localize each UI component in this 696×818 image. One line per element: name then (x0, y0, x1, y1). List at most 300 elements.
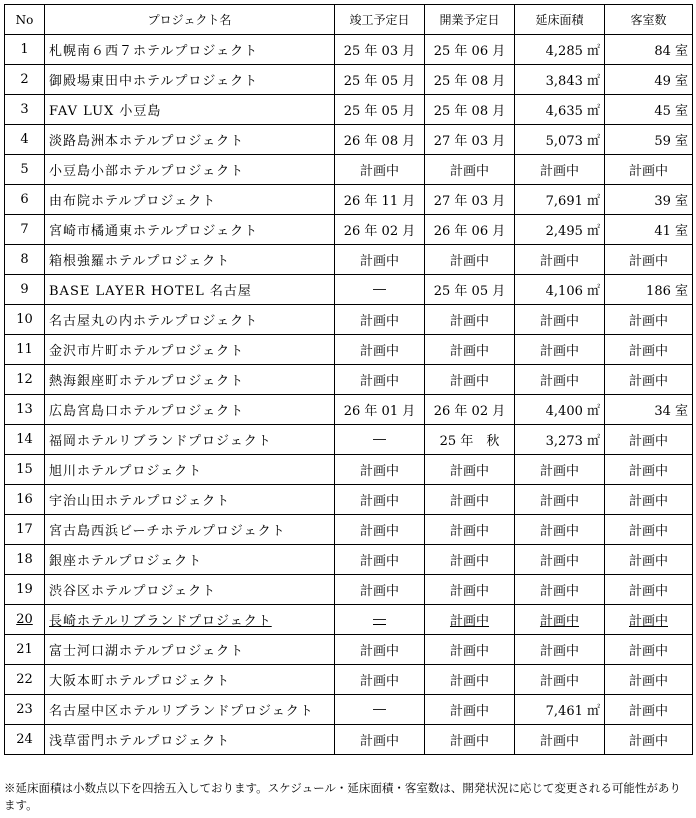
cell-opening-date (425, 35, 515, 65)
cell-project-name (45, 305, 335, 335)
cell-no-text: 11 (16, 342, 33, 357)
cell-project-name-text: 宇治山田ホテルプロジェクト (49, 494, 231, 509)
cell-rooms-text: 計画中 (628, 254, 668, 269)
cell-floor-area-text: 4,400 ㎡ (545, 404, 600, 419)
cell-floor-area-text: 計画中 (539, 494, 579, 509)
cell-no (5, 695, 45, 725)
cell-completion-date (335, 575, 425, 605)
cell-no-text: 1 (20, 42, 29, 57)
cell-no (5, 335, 45, 365)
cell-project-name (45, 185, 335, 215)
cell-project-name (45, 725, 335, 755)
cell-rooms (605, 395, 693, 425)
cell-floor-area (515, 275, 605, 305)
cell-opening-date-text: 計画中 (449, 644, 489, 659)
header-completion-date: 竣工予定日 (335, 5, 425, 35)
cell-project-name-text: BASE LAYER HOTEL 名古屋 (49, 284, 252, 299)
cell-no-text: 17 (16, 522, 33, 537)
cell-floor-area-text: 計画中 (539, 734, 579, 749)
cell-floor-area-text: 5,073 ㎡ (545, 134, 600, 149)
cell-opening-date-text: 25 年 08 月 (433, 104, 506, 119)
table-row (5, 725, 693, 755)
cell-rooms-text: 59 室 (654, 134, 688, 149)
cell-no (5, 485, 45, 515)
cell-opening-date-text: 27 年 03 月 (433, 134, 506, 149)
cell-rooms (605, 665, 693, 695)
cell-floor-area (515, 365, 605, 395)
cell-rooms (605, 275, 693, 305)
table-row (5, 215, 693, 245)
footnote: ※延床面積は小数点以下を四捨五入しております。スケジュール・延床面積・客室数は、開発状況に応じて変更される可能性があります。 (4, 781, 681, 812)
cell-opening-date (425, 575, 515, 605)
cell-floor-area-text: 4,285 ㎡ (545, 44, 600, 59)
cell-rooms-text: 計画中 (628, 494, 668, 509)
cell-floor-area (515, 635, 605, 665)
cell-no (5, 455, 45, 485)
cell-floor-area (515, 725, 605, 755)
header-no: No (5, 5, 45, 35)
cell-opening-date-text: 計画中 (449, 734, 489, 749)
cell-floor-area-text: 4,106 ㎡ (545, 284, 600, 299)
cell-floor-area (515, 35, 605, 65)
cell-no (5, 35, 45, 65)
cell-project-name-text: 金沢市片町ホテルプロジェクト (49, 344, 245, 359)
cell-opening-date (425, 65, 515, 95)
cell-rooms-text: 計画中 (628, 344, 668, 359)
cell-project-name-text: 小豆島小部ホテルプロジェクト (49, 164, 245, 179)
cell-completion-date (335, 215, 425, 245)
cell-rooms (605, 95, 693, 125)
cell-completion-date-text: 26 年 11 月 (343, 194, 416, 209)
cell-opening-date-text: 26 年 02 月 (433, 404, 506, 419)
cell-rooms (605, 65, 693, 95)
cell-project-name (45, 95, 335, 125)
cell-opening-date (425, 275, 515, 305)
cell-no (5, 125, 45, 155)
cell-floor-area (515, 185, 605, 215)
cell-floor-area (515, 425, 605, 455)
cell-rooms-text: 計画中 (628, 524, 668, 539)
cell-opening-date (425, 365, 515, 395)
cell-completion-date (335, 245, 425, 275)
cell-project-name-text: 銀座ホテルプロジェクト (49, 554, 203, 569)
cell-completion-date-text: 計画中 (359, 464, 399, 479)
cell-project-name-text: 浅草雷門ホテルプロジェクト (49, 734, 231, 749)
cell-completion-date (335, 275, 425, 305)
cell-completion-date-text: 計画中 (359, 344, 399, 359)
cell-floor-area-text: 計画中 (539, 644, 579, 659)
cell-opening-date (425, 215, 515, 245)
cell-completion-date-text: 25 年 05 月 (343, 74, 416, 89)
cell-rooms-text: 計画中 (628, 434, 668, 449)
cell-rooms-text: 計画中 (628, 674, 668, 689)
cell-rooms-text: 計画中 (628, 644, 668, 659)
cell-opening-date-text: 計画中 (449, 374, 489, 389)
cell-project-name-text: 淡路島洲本ホテルプロジェクト (49, 134, 245, 149)
cell-rooms (605, 695, 693, 725)
cell-floor-area (515, 695, 605, 725)
cell-no (5, 155, 45, 185)
table-row (5, 65, 693, 95)
hotel-projects-table (4, 4, 693, 755)
cell-rooms (605, 725, 693, 755)
cell-project-name (45, 605, 335, 635)
cell-opening-date-text: 計画中 (449, 704, 489, 719)
cell-floor-area (515, 485, 605, 515)
cell-rooms (605, 635, 693, 665)
cell-no (5, 185, 45, 215)
cell-completion-date-text: 計画中 (359, 584, 399, 599)
cell-opening-date (425, 155, 515, 185)
cell-completion-date-text: ― (373, 702, 386, 717)
cell-opening-date (425, 185, 515, 215)
cell-project-name-text: 御殿場東田中ホテルプロジェクト (49, 74, 259, 89)
table-row (5, 485, 693, 515)
cell-opening-date (425, 665, 515, 695)
cell-rooms (605, 425, 693, 455)
header-floor-area: 延床面積 (515, 5, 605, 35)
cell-rooms (605, 365, 693, 395)
table-row (5, 575, 693, 605)
cell-completion-date-text: 計画中 (359, 494, 399, 509)
cell-project-name (45, 485, 335, 515)
cell-no-text: 18 (16, 552, 33, 567)
cell-project-name (45, 635, 335, 665)
cell-completion-date-text: 計画中 (359, 674, 399, 689)
cell-completion-date (335, 665, 425, 695)
cell-project-name (45, 545, 335, 575)
cell-opening-date-text: 計画中 (449, 314, 489, 329)
cell-completion-date-text: ― (373, 432, 386, 447)
cell-floor-area-text: 計画中 (539, 254, 579, 269)
cell-no (5, 65, 45, 95)
cell-opening-date (425, 695, 515, 725)
table-header-row (5, 5, 693, 35)
cell-rooms (605, 305, 693, 335)
cell-floor-area-text: 3,843 ㎡ (545, 74, 600, 89)
cell-project-name-text: 名古屋中区ホテルリブランドプロジェクト (49, 704, 314, 719)
cell-completion-date (335, 335, 425, 365)
cell-opening-date (425, 485, 515, 515)
cell-opening-date-text: 計画中 (449, 494, 489, 509)
cell-completion-date-text: 計画中 (359, 254, 399, 269)
header-rooms: 客室数 (605, 5, 693, 35)
cell-project-name-text: 熱海銀座町ホテルプロジェクト (49, 374, 245, 389)
cell-project-name (45, 425, 335, 455)
table-row (5, 35, 693, 65)
cell-rooms-text: 計画中 (628, 164, 668, 179)
cell-rooms (605, 215, 693, 245)
cell-no-text: 8 (20, 252, 29, 267)
cell-no (5, 95, 45, 125)
cell-project-name (45, 335, 335, 365)
cell-opening-date (425, 515, 515, 545)
cell-floor-area (515, 95, 605, 125)
cell-floor-area (515, 575, 605, 605)
cell-floor-area-text: 計画中 (539, 464, 579, 479)
cell-no (5, 395, 45, 425)
cell-rooms-text: 計画中 (628, 464, 668, 479)
cell-rooms (605, 545, 693, 575)
cell-project-name (45, 395, 335, 425)
cell-project-name (45, 575, 335, 605)
cell-no (5, 275, 45, 305)
cell-rooms (605, 515, 693, 545)
cell-opening-date (425, 725, 515, 755)
cell-floor-area (515, 515, 605, 545)
cell-rooms-text: 計画中 (628, 614, 668, 629)
cell-rooms (605, 605, 693, 635)
cell-no (5, 575, 45, 605)
cell-project-name (45, 695, 335, 725)
cell-no-text: 6 (20, 192, 29, 207)
cell-rooms (605, 125, 693, 155)
cell-no-text: 19 (16, 582, 33, 597)
cell-floor-area (515, 305, 605, 335)
cell-no-text: 12 (16, 372, 33, 387)
cell-rooms (605, 185, 693, 215)
cell-completion-date (335, 425, 425, 455)
cell-rooms-text: 計画中 (628, 314, 668, 329)
cell-completion-date (335, 65, 425, 95)
cell-floor-area (515, 455, 605, 485)
cell-completion-date-text: 25 年 03 月 (343, 44, 416, 59)
cell-opening-date-text: 計画中 (449, 554, 489, 569)
cell-completion-date (335, 35, 425, 65)
cell-rooms (605, 335, 693, 365)
cell-completion-date-text: 26 年 02 月 (343, 224, 416, 239)
table-row (5, 395, 693, 425)
cell-completion-date (335, 485, 425, 515)
cell-no-text: 23 (16, 702, 33, 717)
cell-rooms-text: 計画中 (628, 704, 668, 719)
cell-completion-date (335, 395, 425, 425)
cell-floor-area-text: 計画中 (539, 344, 579, 359)
cell-completion-date (335, 635, 425, 665)
cell-floor-area-text: 計画中 (539, 164, 579, 179)
table-body (5, 35, 693, 755)
cell-completion-date (335, 725, 425, 755)
table-row (5, 635, 693, 665)
cell-completion-date-text: 計画中 (359, 734, 399, 749)
cell-floor-area-text: 7,461 ㎡ (545, 704, 600, 719)
cell-no (5, 245, 45, 275)
cell-floor-area (515, 545, 605, 575)
cell-project-name-text: 名古屋丸の内ホテルプロジェクト (49, 314, 259, 329)
cell-opening-date-text: 計画中 (449, 164, 489, 179)
cell-no-text: 21 (16, 642, 33, 657)
cell-floor-area-text: 4,635 ㎡ (545, 104, 600, 119)
table-row (5, 95, 693, 125)
cell-rooms (605, 155, 693, 185)
cell-no (5, 545, 45, 575)
cell-opening-date-text: 計画中 (449, 464, 489, 479)
cell-no-text: 5 (20, 162, 29, 177)
cell-rooms-text: 39 室 (654, 194, 688, 209)
cell-project-name (45, 125, 335, 155)
cell-completion-date-text: ― (373, 282, 386, 297)
cell-opening-date-text: 計画中 (449, 584, 489, 599)
cell-opening-date-text: 25 年 秋 (439, 434, 500, 449)
cell-project-name-text: 富士河口湖ホテルプロジェクト (49, 644, 245, 659)
cell-project-name (45, 275, 335, 305)
cell-rooms-text: 45 室 (654, 104, 688, 119)
cell-opening-date (425, 545, 515, 575)
cell-project-name (45, 155, 335, 185)
cell-floor-area-text: 計画中 (539, 554, 579, 569)
cell-project-name-text: FAV LUX 小豆島 (49, 104, 162, 119)
cell-project-name (45, 665, 335, 695)
cell-floor-area (515, 155, 605, 185)
cell-opening-date-text: 25 年 08 月 (433, 74, 506, 89)
table-row (5, 515, 693, 545)
cell-floor-area-text: 計画中 (539, 614, 579, 629)
cell-opening-date (425, 425, 515, 455)
cell-opening-date (425, 335, 515, 365)
cell-floor-area-text: 3,273 ㎡ (545, 434, 600, 449)
cell-completion-date-text: 計画中 (359, 554, 399, 569)
table-row (5, 665, 693, 695)
cell-project-name-text: 広島宮島口ホテルプロジェクト (49, 404, 245, 419)
cell-project-name-text: 渋谷区ホテルプロジェクト (49, 584, 217, 599)
cell-no-text: 10 (16, 312, 33, 327)
cell-project-name-text: 宮崎市橘通東ホテルプロジェクト (49, 224, 259, 239)
cell-floor-area (515, 215, 605, 245)
cell-no-text: 20 (16, 612, 33, 627)
cell-project-name (45, 455, 335, 485)
cell-no-text: 7 (20, 222, 29, 237)
table-row (5, 545, 693, 575)
cell-no-text: 16 (16, 492, 33, 507)
cell-completion-date-text: 計画中 (359, 164, 399, 179)
cell-rooms-text: 41 室 (654, 224, 688, 239)
cell-no (5, 305, 45, 335)
cell-no (5, 515, 45, 545)
cell-completion-date (335, 185, 425, 215)
table-row (5, 185, 693, 215)
cell-completion-date (335, 545, 425, 575)
table-row (5, 305, 693, 335)
cell-no-text: 13 (16, 402, 33, 417)
cell-completion-date (335, 365, 425, 395)
cell-rooms-text: 84 室 (654, 44, 688, 59)
cell-project-name-text: 長崎ホテルリブランドプロジェクト (49, 614, 272, 629)
cell-opening-date (425, 305, 515, 335)
cell-no-text: 14 (16, 432, 33, 447)
table-row (5, 605, 693, 635)
cell-completion-date (335, 125, 425, 155)
cell-project-name-text: 由布院ホテルプロジェクト (49, 194, 217, 209)
cell-floor-area (515, 125, 605, 155)
header-project-name: プロジェクト名 (45, 5, 335, 35)
cell-rooms (605, 455, 693, 485)
cell-rooms-text: 計画中 (628, 734, 668, 749)
cell-opening-date-text: 計画中 (449, 344, 489, 359)
cell-completion-date (335, 605, 425, 635)
cell-completion-date-text: 計画中 (359, 374, 399, 389)
table-row (5, 455, 693, 485)
table-row (5, 275, 693, 305)
cell-opening-date-text: 25 年 05 月 (433, 284, 506, 299)
cell-rooms-text: 49 室 (654, 74, 688, 89)
cell-opening-date (425, 395, 515, 425)
cell-completion-date-text: 25 年 05 月 (343, 104, 416, 119)
cell-completion-date (335, 515, 425, 545)
cell-opening-date (425, 455, 515, 485)
cell-rooms-text: 計画中 (628, 554, 668, 569)
cell-opening-date (425, 605, 515, 635)
table-row (5, 335, 693, 365)
cell-project-name-text: 宮古島西浜ビーチホテルプロジェクト (49, 524, 286, 539)
cell-no (5, 635, 45, 665)
cell-floor-area-text: 計画中 (539, 314, 579, 329)
cell-opening-date (425, 245, 515, 275)
cell-project-name (45, 35, 335, 65)
cell-opening-date (425, 635, 515, 665)
cell-project-name-text: 旭川ホテルプロジェクト (49, 464, 203, 479)
cell-no (5, 215, 45, 245)
cell-no-text: 22 (16, 672, 33, 687)
cell-floor-area (515, 245, 605, 275)
cell-opening-date-text: 計画中 (449, 674, 489, 689)
cell-project-name (45, 515, 335, 545)
cell-opening-date-text: 計画中 (449, 614, 489, 629)
cell-project-name-text: 札幌南６西７ホテルプロジェクト (49, 44, 259, 59)
cell-completion-date-text: 計画中 (359, 524, 399, 539)
cell-completion-date-text: 計画中 (359, 644, 399, 659)
cell-completion-date (335, 455, 425, 485)
cell-no-text: 9 (20, 282, 29, 297)
cell-opening-date-text: 25 年 06 月 (433, 44, 506, 59)
cell-floor-area-text: 計画中 (539, 524, 579, 539)
cell-no (5, 605, 45, 635)
cell-no-text: 24 (16, 732, 33, 747)
cell-completion-date (335, 305, 425, 335)
cell-opening-date-text: 計画中 (449, 254, 489, 269)
header-opening-date: 開業予定日 (425, 5, 515, 35)
cell-opening-date-text: 27 年 03 月 (433, 194, 506, 209)
cell-no-text: 4 (20, 132, 29, 147)
cell-floor-area (515, 605, 605, 635)
cell-rooms (605, 245, 693, 275)
cell-completion-date (335, 95, 425, 125)
cell-no-text: 2 (20, 72, 29, 87)
cell-project-name-text: 大阪本町ホテルプロジェクト (49, 674, 231, 689)
cell-rooms-text: 計画中 (628, 374, 668, 389)
table-row (5, 155, 693, 185)
cell-project-name-text: 福岡ホテルリブランドプロジェクト (49, 434, 272, 449)
table-row (5, 245, 693, 275)
cell-no-text: 3 (20, 102, 29, 117)
cell-rooms-text: 34 室 (654, 404, 688, 419)
cell-floor-area (515, 335, 605, 365)
cell-completion-date (335, 155, 425, 185)
cell-completion-date-text: 26 年 01 月 (343, 404, 416, 419)
table-row (5, 125, 693, 155)
cell-project-name (45, 245, 335, 275)
cell-project-name (45, 365, 335, 395)
cell-floor-area-text: 2,495 ㎡ (545, 224, 600, 239)
cell-completion-date (335, 695, 425, 725)
cell-no-text: 15 (16, 462, 33, 477)
cell-completion-date-text: ― (373, 612, 386, 627)
cell-floor-area (515, 65, 605, 95)
cell-floor-area-text: 計画中 (539, 674, 579, 689)
cell-rooms-text: 計画中 (628, 584, 668, 599)
cell-project-name (45, 215, 335, 245)
cell-rooms (605, 35, 693, 65)
cell-project-name-text: 箱根強羅ホテルプロジェクト (49, 254, 231, 269)
